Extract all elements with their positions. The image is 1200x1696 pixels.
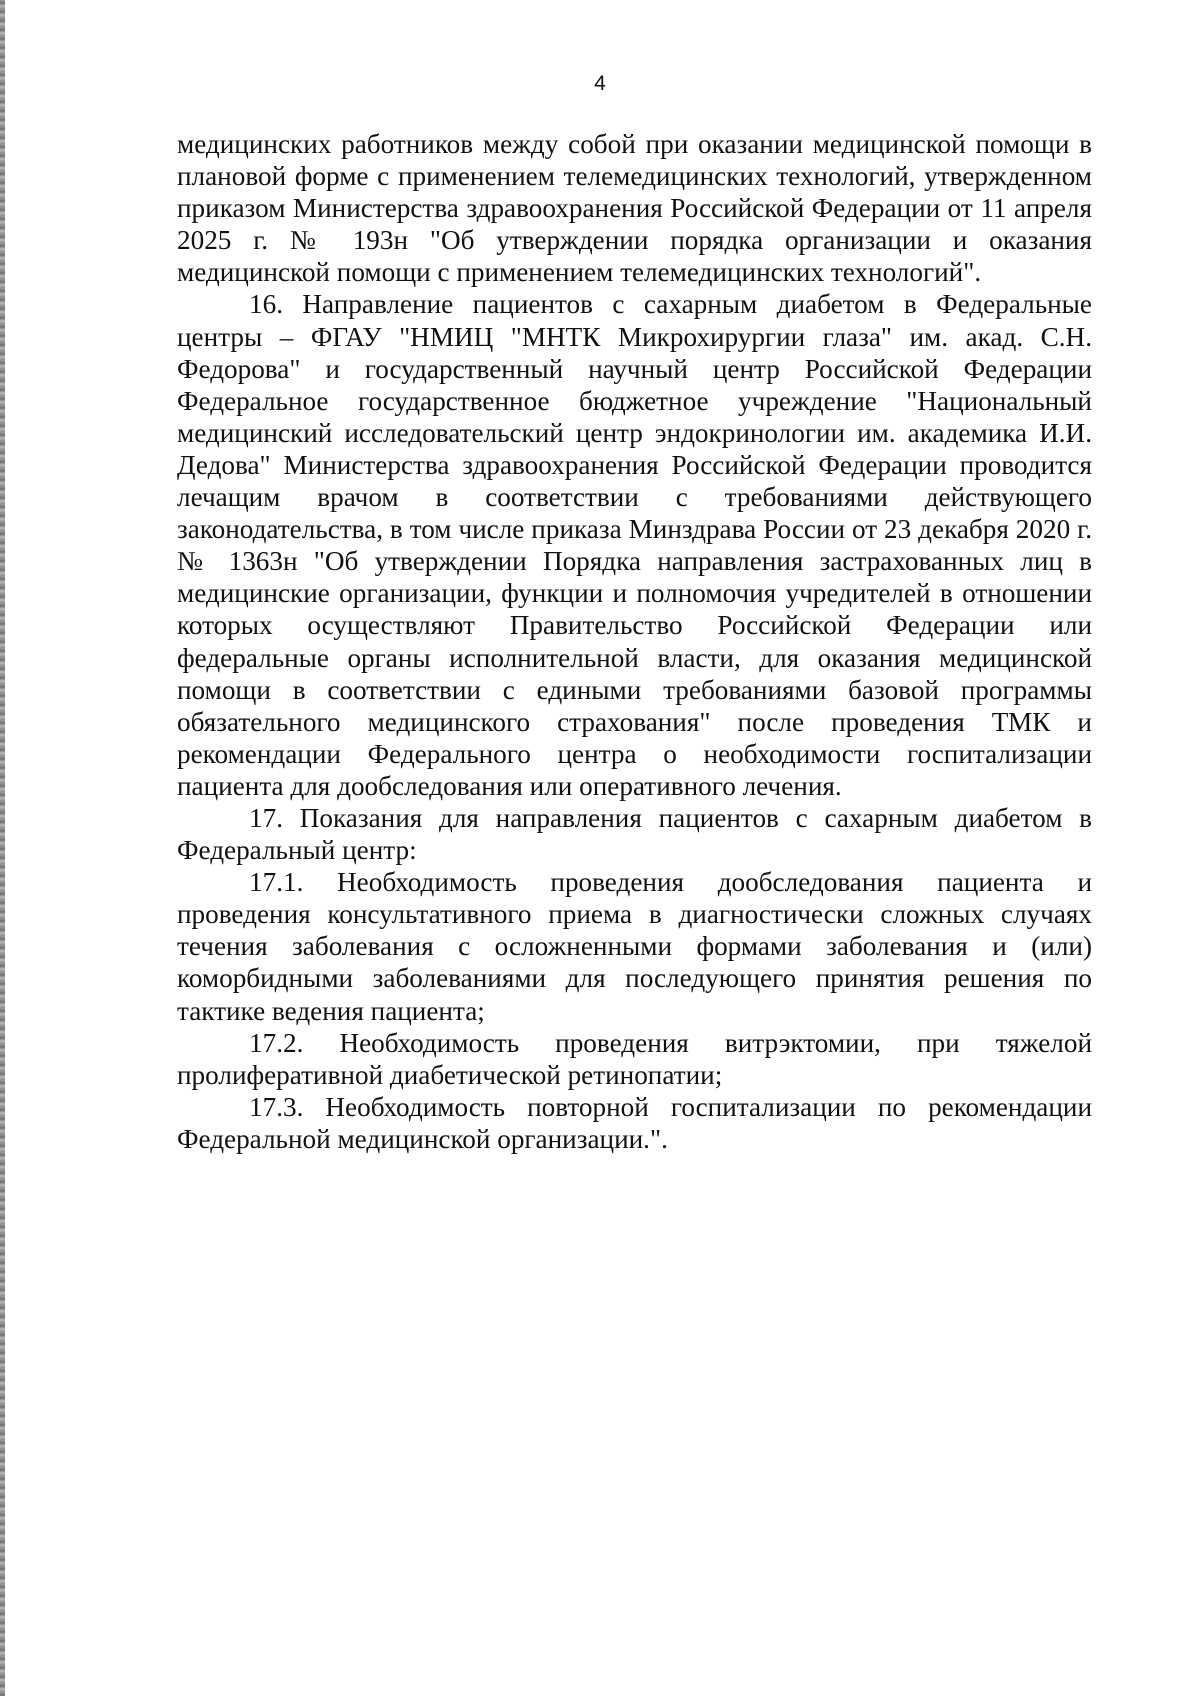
scan-edge <box>0 0 5 1696</box>
paragraph-16: 16. Направление пациентов с сахарным диабетом в Федеральные центры – ФГАУ "НМИЦ "МНТК Микрохирургии глаза" им. акад. С.Н. Федорова" и государственный научный центр Российской Федерации Федеральное государственное бюджетное учреждение "Национальный медицинский исследовательский центр эндокринологии им. академика И.И. Дедова" Министерства здравоохранения Российской Федерации проводится лечащим врачом в соответствии с требованиями действующего законодательства, в том числе приказа Минздрава России от 23 декабря 2020 г. № 1363н "Об утверждении Порядка направления застрахованных лиц в медицинские организации, функции и полномочия учредителей в отношении которых осуществляют Правительство Российской Федерации или федеральные органы исполнительной власти, для оказания медицинской помощи в соответствии с едиными требованиями базовой программы обязательного медицинского страхования" после проведения ТМК и рекомендации Федерального центра о необходимости госпитализации пациента для дообследования или оперативного лечения. <box>177 289 1092 801</box>
paragraph-continuation: медицинских работников между собой при оказании медицинской помощи в плановой форме с применением телемедицинских технологий, утвержденном приказом Министерства здравоохранения Российской Федерации от 11 апреля 2025 г. № 193н "Об утверждении порядка организации и оказания медицинской помощи с применением телемедицинских технологий". <box>177 129 1092 288</box>
paragraph-17: 17. Показания для направления пациентов с сахарным диабетом в Федеральный центр: <box>177 802 1092 866</box>
page-number: 4 <box>594 72 606 95</box>
paragraph-17-1: 17.1. Необходимость проведения дообследования пациента и проведения консультативного приема в диагностически сложных случаях течения заболевания с осложненными формами заболевания и (или) коморбидными заболеваниями для последующего принятия решения по тактике ведения пациента; <box>177 867 1092 1026</box>
paragraph-17-2: 17.2. Необходимость проведения витрэктомии, при тяжелой пролиферативной диабетической ретинопатии; <box>177 1027 1092 1090</box>
paragraph-17-3: 17.3. Необходимость повторной госпитализации по рекомендации Федеральной медицинской организации.". <box>177 1091 1092 1154</box>
document-body <box>177 128 1092 1155</box>
